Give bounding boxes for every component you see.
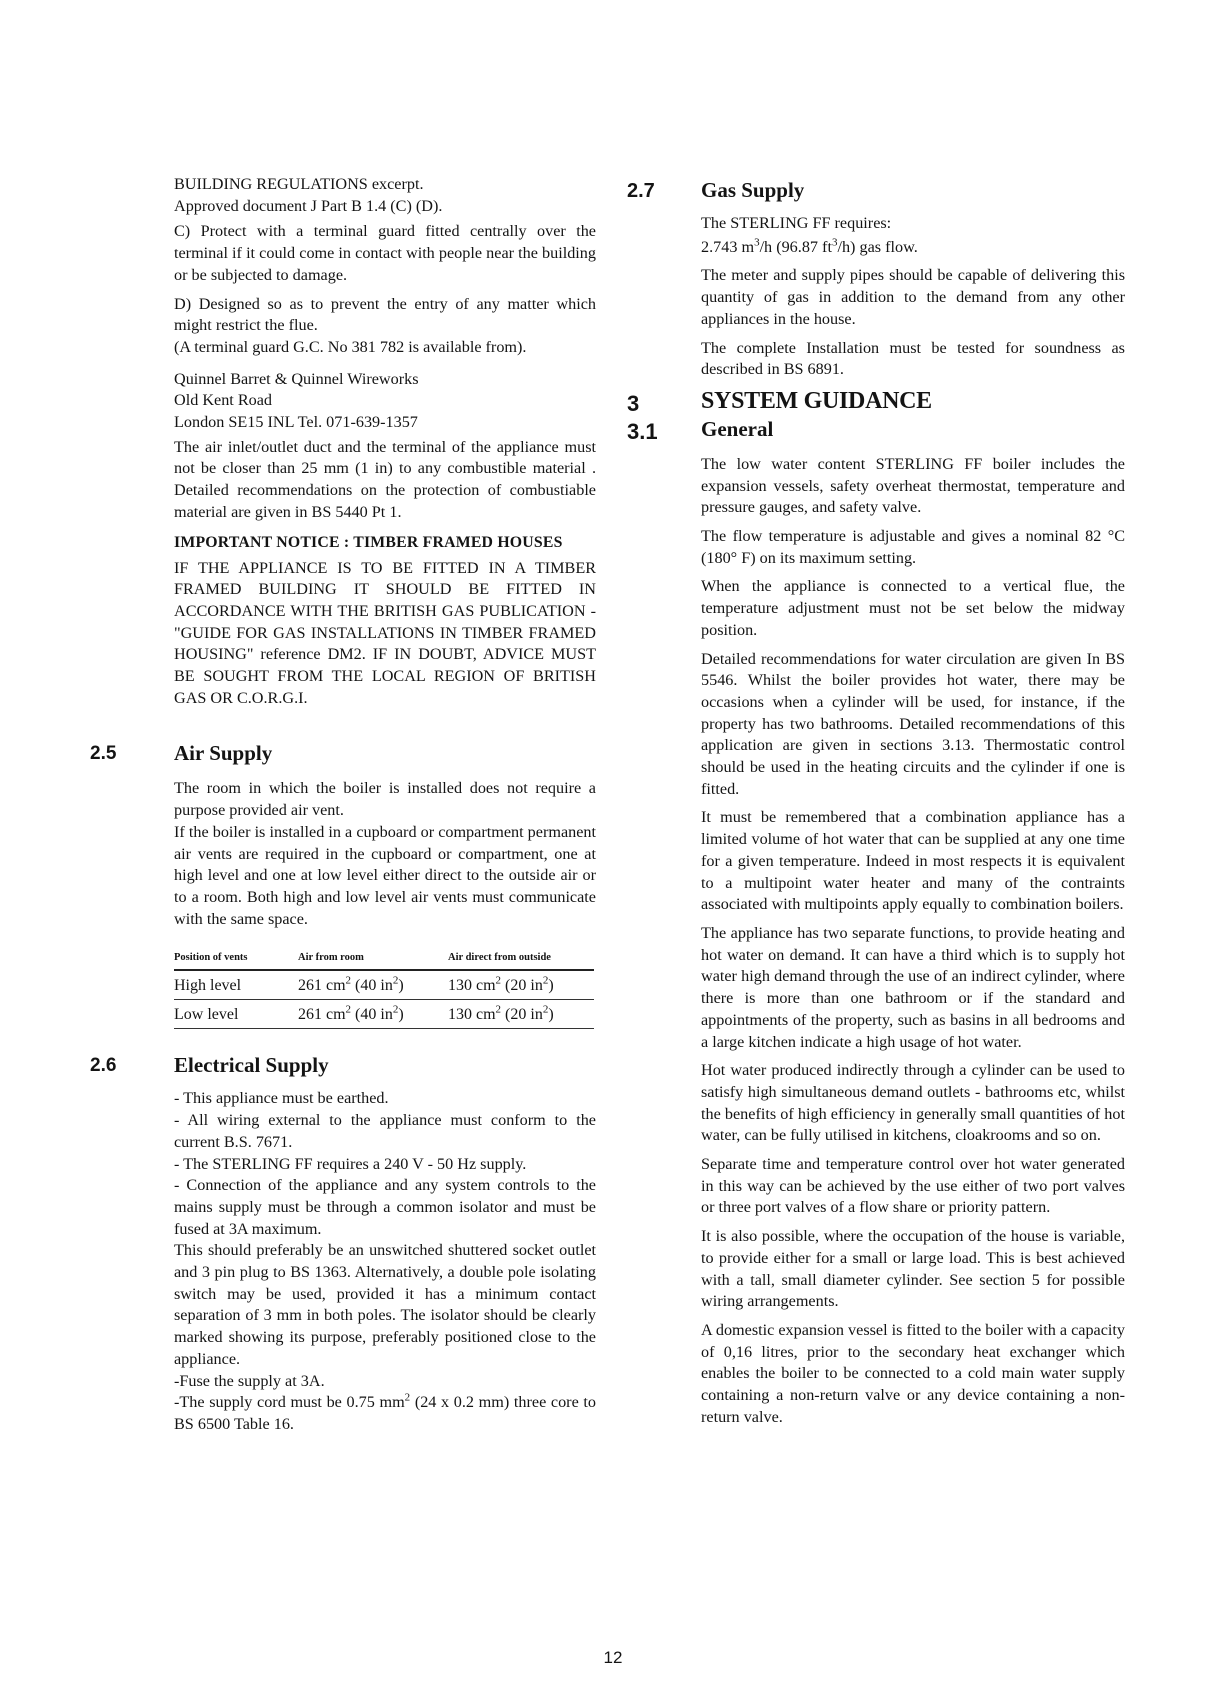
intro-line: Approved document J Part B 1.4 (C) (D).	[174, 196, 443, 215]
electrical-line: -The supply cord must be 0.75 $mm^2$ (24 x 0.2 mm) three core to BS 6500 Table 16.	[174, 1391, 596, 1433]
air-para-1: The room in which the boiler is installed does not require a purpose provided air vent.	[174, 779, 596, 820]
table-cell: 261 $cm^2$ (40 $in^2$)	[298, 1000, 448, 1029]
para-guard: (A terminal guard G.C. No 381 782 is available from).	[174, 337, 527, 356]
table-cell: Low level	[174, 1000, 298, 1029]
left-column	[90, 174, 596, 1436]
electrical-line: - All wiring external to the appliance must conform to the current B.S. 7671.	[174, 1111, 596, 1151]
general-para: When the appliance is connected to a vertical flue, the temperature adjustment must not be set below the midway position.	[701, 577, 1125, 639]
section-air-supply	[90, 741, 596, 1029]
general-para: A domestic expansion vessel is fitted to the boiler with a capacity of 0,16 litres, prior to the secondary heat exchanger which enables the boiler to be connected to a cold main water supply containing a non-return valve or any device containing a non-return valve.	[701, 1320, 1125, 1426]
address-line: Quinnel Barret & Quinnel Wireworks	[174, 369, 419, 388]
gas-line: The STERLING FF requires:	[701, 214, 892, 232]
right-column	[627, 174, 1125, 1435]
general-para: It must be remembered that a combination appliance has a limited volume of hot water that can be supplied at any one time for a given temperature. Indeed in most respects it is equivalent to a multipoint water heater and many of the contraints associated with multipoints apply equally to combination boilers.	[701, 808, 1125, 914]
section-number: 3.1	[627, 418, 658, 444]
page-number: 12	[603, 1648, 623, 1667]
electrical-line: - The STERLING FF requires a 240 V - 50 Hz supply.	[174, 1154, 527, 1173]
table-row	[174, 970, 594, 1000]
table-header: Air direct from outside	[448, 952, 594, 970]
section-electrical-supply	[90, 1053, 596, 1435]
air-vents-table	[174, 952, 594, 1029]
section-title: General	[701, 416, 774, 441]
gas-para: The meter and supply pipes should be capable of delivering this quantity of gas in addition to the demand from any other appliances in the house.	[701, 266, 1125, 328]
gas-flow-line: 2.743 $m^3/h$ (96.87 $ft^3/h$) gas flow.	[701, 236, 918, 256]
table-cell: 130 $cm^2$ (20 $in^2$)	[448, 1000, 594, 1029]
table-header: Position of vents	[174, 952, 298, 970]
notice-title: IMPORTANT NOTICE : TIMBER FRAMED HOUSES	[174, 533, 563, 551]
notice-body: IF THE APPLIANCE IS TO BE FITTED IN A TIMBER FRAMED BUILDING IT SHOULD BE FITTED IN ACCORDANCE WITH THE BRITISH GAS PUBLICATION - "GUIDE FOR GAS INSTALLATIONS IN TIMBER FRAMED HOUSING" reference DM2. IF IN DOUBT, ADVICE MUST BE SOUGHT FROM THE LOCAL REGION OF BRITISH GAS OR C.O.R.G.I.	[174, 558, 596, 707]
general-para: The low water content STERLING FF boiler includes the expansion vessels, safety overheat thermostat, temperature and pressure gauges, and safety valve.	[701, 454, 1125, 517]
electrical-line: - This appliance must be earthed.	[174, 1089, 389, 1108]
table-cell: 130 $cm^2$ (20 $in^2$)	[448, 970, 594, 1000]
electrical-line: -Fuse the supply at 3A.	[174, 1371, 325, 1390]
section-title: SYSTEM GUIDANCE	[701, 387, 932, 414]
electrical-line: - Connection of the appliance and any system controls to the mains supply must be through a common isolator and must be fused at 3A maximum.	[174, 1176, 596, 1238]
table-cell: High level	[174, 970, 298, 1000]
table-row	[174, 1000, 594, 1029]
section-title: Electrical Supply	[174, 1053, 329, 1078]
table-cell: 261 $cm^2$ (40 $in^2$)	[298, 970, 448, 1000]
section-number: 3	[627, 390, 640, 416]
table-header: Air from room	[298, 952, 448, 970]
electrical-line: This should preferably be an unswitched shuttered socket outlet and 3 pin plug to BS 1363. Alternatively, a double pole isolating switch may be used, provided it has a minimum contact separation of 3 mm in both poles. The isolator should be clearly marked showing its purpose, preferably positioned close to the appliance.	[174, 1241, 596, 1368]
section-gas-supply	[627, 178, 1125, 381]
section-title: Air Supply	[174, 741, 273, 766]
general-para: It is also possible, where the occupation of the house is variable, to provide either for a small or large load. This is best achieved with a tall, small diameter cylinder. See section 5 for possible wiring arrangements.	[701, 1227, 1125, 1311]
para-duct: The air inlet/outlet duct and the terminal of the appliance must not be closer than 25 mm (1 in) to any combustible material . Detailed recommendations on the protection of combustiable material are given in BS 5440 Pt 1.	[174, 437, 596, 521]
section-number: 2.7	[627, 180, 655, 202]
general-para: The appliance has two separate functions, to provide heating and hot water on demand. It can have a third which is to supply hot water high demand through the use of an indirect cylinder, where there is more than one bathroom or if the standard and appointments of the property, such as basins in all bedrooms and a large kitchen indicate a high usage of hot water.	[701, 923, 1125, 1051]
address-line: Old Kent Road	[174, 391, 273, 410]
section-number: 2.5	[90, 743, 117, 765]
para-d: D) Designed so as to prevent the entry of any matter which might restrict the flue.	[174, 294, 596, 335]
general-para: The flow temperature is adjustable and gives a nominal 82 °C (180° F) on its maximum setting.	[701, 527, 1125, 567]
general-para: Hot water produced indirectly through a cylinder can be used to satisfy high simultaneous demand outlets - bathrooms etc, whilst the benefits of high efficiency in generally small quantities of hot water, can be fully utilised in kitchens, cloakrooms and so on.	[701, 1061, 1125, 1145]
gas-para: The complete Installation must be tested for soundness as described in BS 6891.	[701, 338, 1125, 379]
section-system-guidance	[627, 387, 1125, 416]
air-para-2: If the boiler is installed in a cupboard or compartment permanent air vents are required in the cupboard or compartment, one at high level and one at low level either direct to the outside air or to a room. Both high and low level air vents must communicate with the same space.	[174, 822, 596, 928]
section-number: 2.6	[90, 1055, 117, 1077]
intro-line: BUILDING REGULATIONS excerpt.	[174, 175, 424, 193]
section-title: Gas Supply	[701, 178, 805, 202]
para-c: C) Protect with a terminal guard fitted centrally over the terminal if it could come in contact with people near the building or be subjected to damage.	[174, 222, 596, 284]
address-line: London SE15 INL Tel. 071-639-1357	[174, 413, 418, 432]
general-para: Separate time and temperature control over hot water generated in this way can be achieved by the use either of two port valves or three port valves of a flow share or priority pattern.	[701, 1155, 1125, 1217]
regulations-intro	[174, 174, 596, 217]
address-block	[174, 369, 596, 434]
section-general	[627, 416, 1125, 1429]
general-para: Detailed recommendations for water circulation are given In BS 5546. Whilst the boiler provides hot water, there may be occasions when a cylinder will be used, for instance, if the property has two bathrooms. Detailed recommendations of this application are given in sections 3.13. Thermostatic control should be used in the heating circuits and the cylinder if one is fitted.	[701, 649, 1125, 798]
table-header-row	[174, 952, 594, 970]
